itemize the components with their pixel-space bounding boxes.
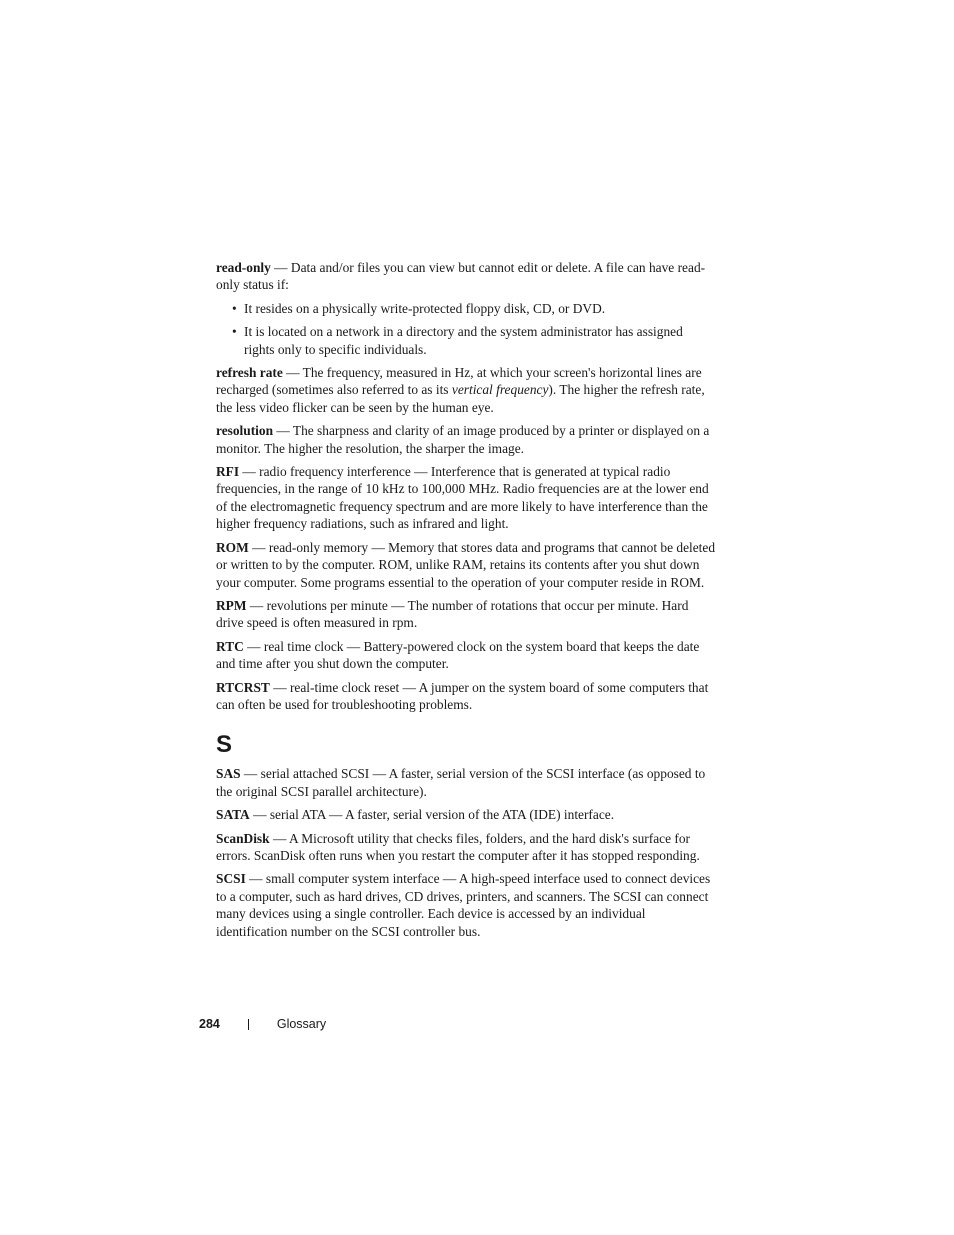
definition-scandisk: — A Microsoft utility that checks files, folders, and the hard disk's surface for errors. ScanDisk often runs when you restart the computer after it has stopped responding.	[216, 830, 700, 863]
definition-sata: — serial ATA — A faster, serial version of the ATA (IDE) interface.	[249, 807, 615, 823]
definition-sas: — serial attached SCSI — A faster, serial version of the SCSI interface (as opposed to the original SCSI parallel architecture).	[216, 766, 706, 799]
bullet-icon: •	[232, 300, 237, 316]
glossary-entry-sas	[216, 765, 716, 800]
definition-rtc: — real time clock — Battery-powered clock on the system board that keeps the date and time after you shut down the computer.	[216, 638, 700, 672]
definition-scsi: — small computer system interface — A high-speed interface used to connect devices to a computer, such as hard drives, CD drives, printers, and scanners. The SCSI can connect many devices using a single controller. Each device is accessed by an individual identification number on the SCSI controller bus.	[216, 871, 711, 939]
term-rpm: RPM	[216, 597, 247, 613]
definition-rom: — read-only memory — Memory that stores data and programs that cannot be deleted or written to by the computer. ROM, unlike RAM, retains its contents after you shut down your computer. Some programs essential to the operation of your computer reside in ROM.	[216, 539, 716, 590]
definition-refresh-rate-part1: — The frequency, measured in Hz, at which your screen's horizontal lines are recharged (sometimes also referred to as its	[216, 365, 702, 398]
glossary-entry-rtcrst	[216, 679, 716, 714]
glossary-entry-refresh-rate	[216, 364, 716, 416]
glossary-entry-read-only	[216, 259, 716, 294]
glossary-entry-resolution	[216, 422, 716, 457]
term-rtc: RTC	[216, 638, 244, 654]
list-item-text: It is located on a network in a directory and the system administrator has assigned rights only to specific individuals.	[244, 324, 683, 357]
term-rtcrst: RTCRST	[216, 679, 270, 695]
term-rfi: RFI	[216, 464, 240, 480]
glossary-entry-scsi	[216, 870, 716, 940]
list-item	[216, 323, 716, 358]
glossary-content	[216, 259, 716, 946]
definition-rfi: — radio frequency interference — Interference that is generated at typical radio frequencies, in the range of 10 kHz to 100,000 MHz. Radio frequencies are at the lower end of the electromagnetic frequency spectrum and are more likely to have interference than the higher frequency radiations, such as infrared and light.	[216, 464, 709, 532]
definition-resolution: — The sharpness and clarity of an image produced by a printer or displayed on a monitor. The higher the resolution, the sharper the image.	[216, 423, 710, 456]
glossary-entry-rom	[216, 539, 716, 591]
term-sata: SATA	[216, 807, 250, 823]
term-sas: SAS	[216, 766, 241, 782]
footer-separator	[248, 1019, 249, 1030]
term-resolution: resolution	[216, 423, 274, 439]
definition-rpm: — revolutions per minute — The number of rotations that occur per minute. Hard drive speed is often measured in rpm.	[216, 597, 689, 631]
glossary-entry-rfi	[216, 463, 716, 533]
term-read-only: read-only	[216, 260, 271, 275]
read-only-conditions-list	[216, 300, 716, 358]
glossary-entry-rpm	[216, 597, 716, 632]
term-scsi: SCSI	[216, 871, 246, 887]
glossary-entry-scandisk	[216, 830, 716, 865]
term-refresh-rate: refresh rate	[216, 365, 283, 381]
definition-refresh-rate-italic: vertical frequency	[451, 382, 549, 398]
list-item	[216, 300, 716, 317]
definition-read-only: — Data and/or files you can view but cannot edit or delete. A file can have read-only status if:	[216, 260, 706, 293]
term-scandisk: ScanDisk	[216, 830, 270, 846]
page-number: 284	[199, 1017, 220, 1031]
page-footer	[199, 1014, 326, 1034]
glossary-entry-sata	[216, 806, 716, 823]
glossary-entry-rtc	[216, 638, 716, 673]
definition-refresh-rate-part2: ). The higher the refresh rate, the less video flicker can be seen by the human eye.	[216, 382, 705, 415]
list-item-text: It resides on a physically write-protected floppy disk, CD, or DVD.	[244, 300, 606, 316]
definition-rtcrst: — real-time clock reset — A jumper on the system board of some computers that can often be used for troubleshooting problems.	[216, 679, 709, 712]
term-rom: ROM	[216, 539, 249, 555]
section-heading-s: S	[216, 731, 233, 759]
footer-section-title: Glossary	[276, 1017, 327, 1031]
bullet-icon: •	[232, 324, 237, 340]
